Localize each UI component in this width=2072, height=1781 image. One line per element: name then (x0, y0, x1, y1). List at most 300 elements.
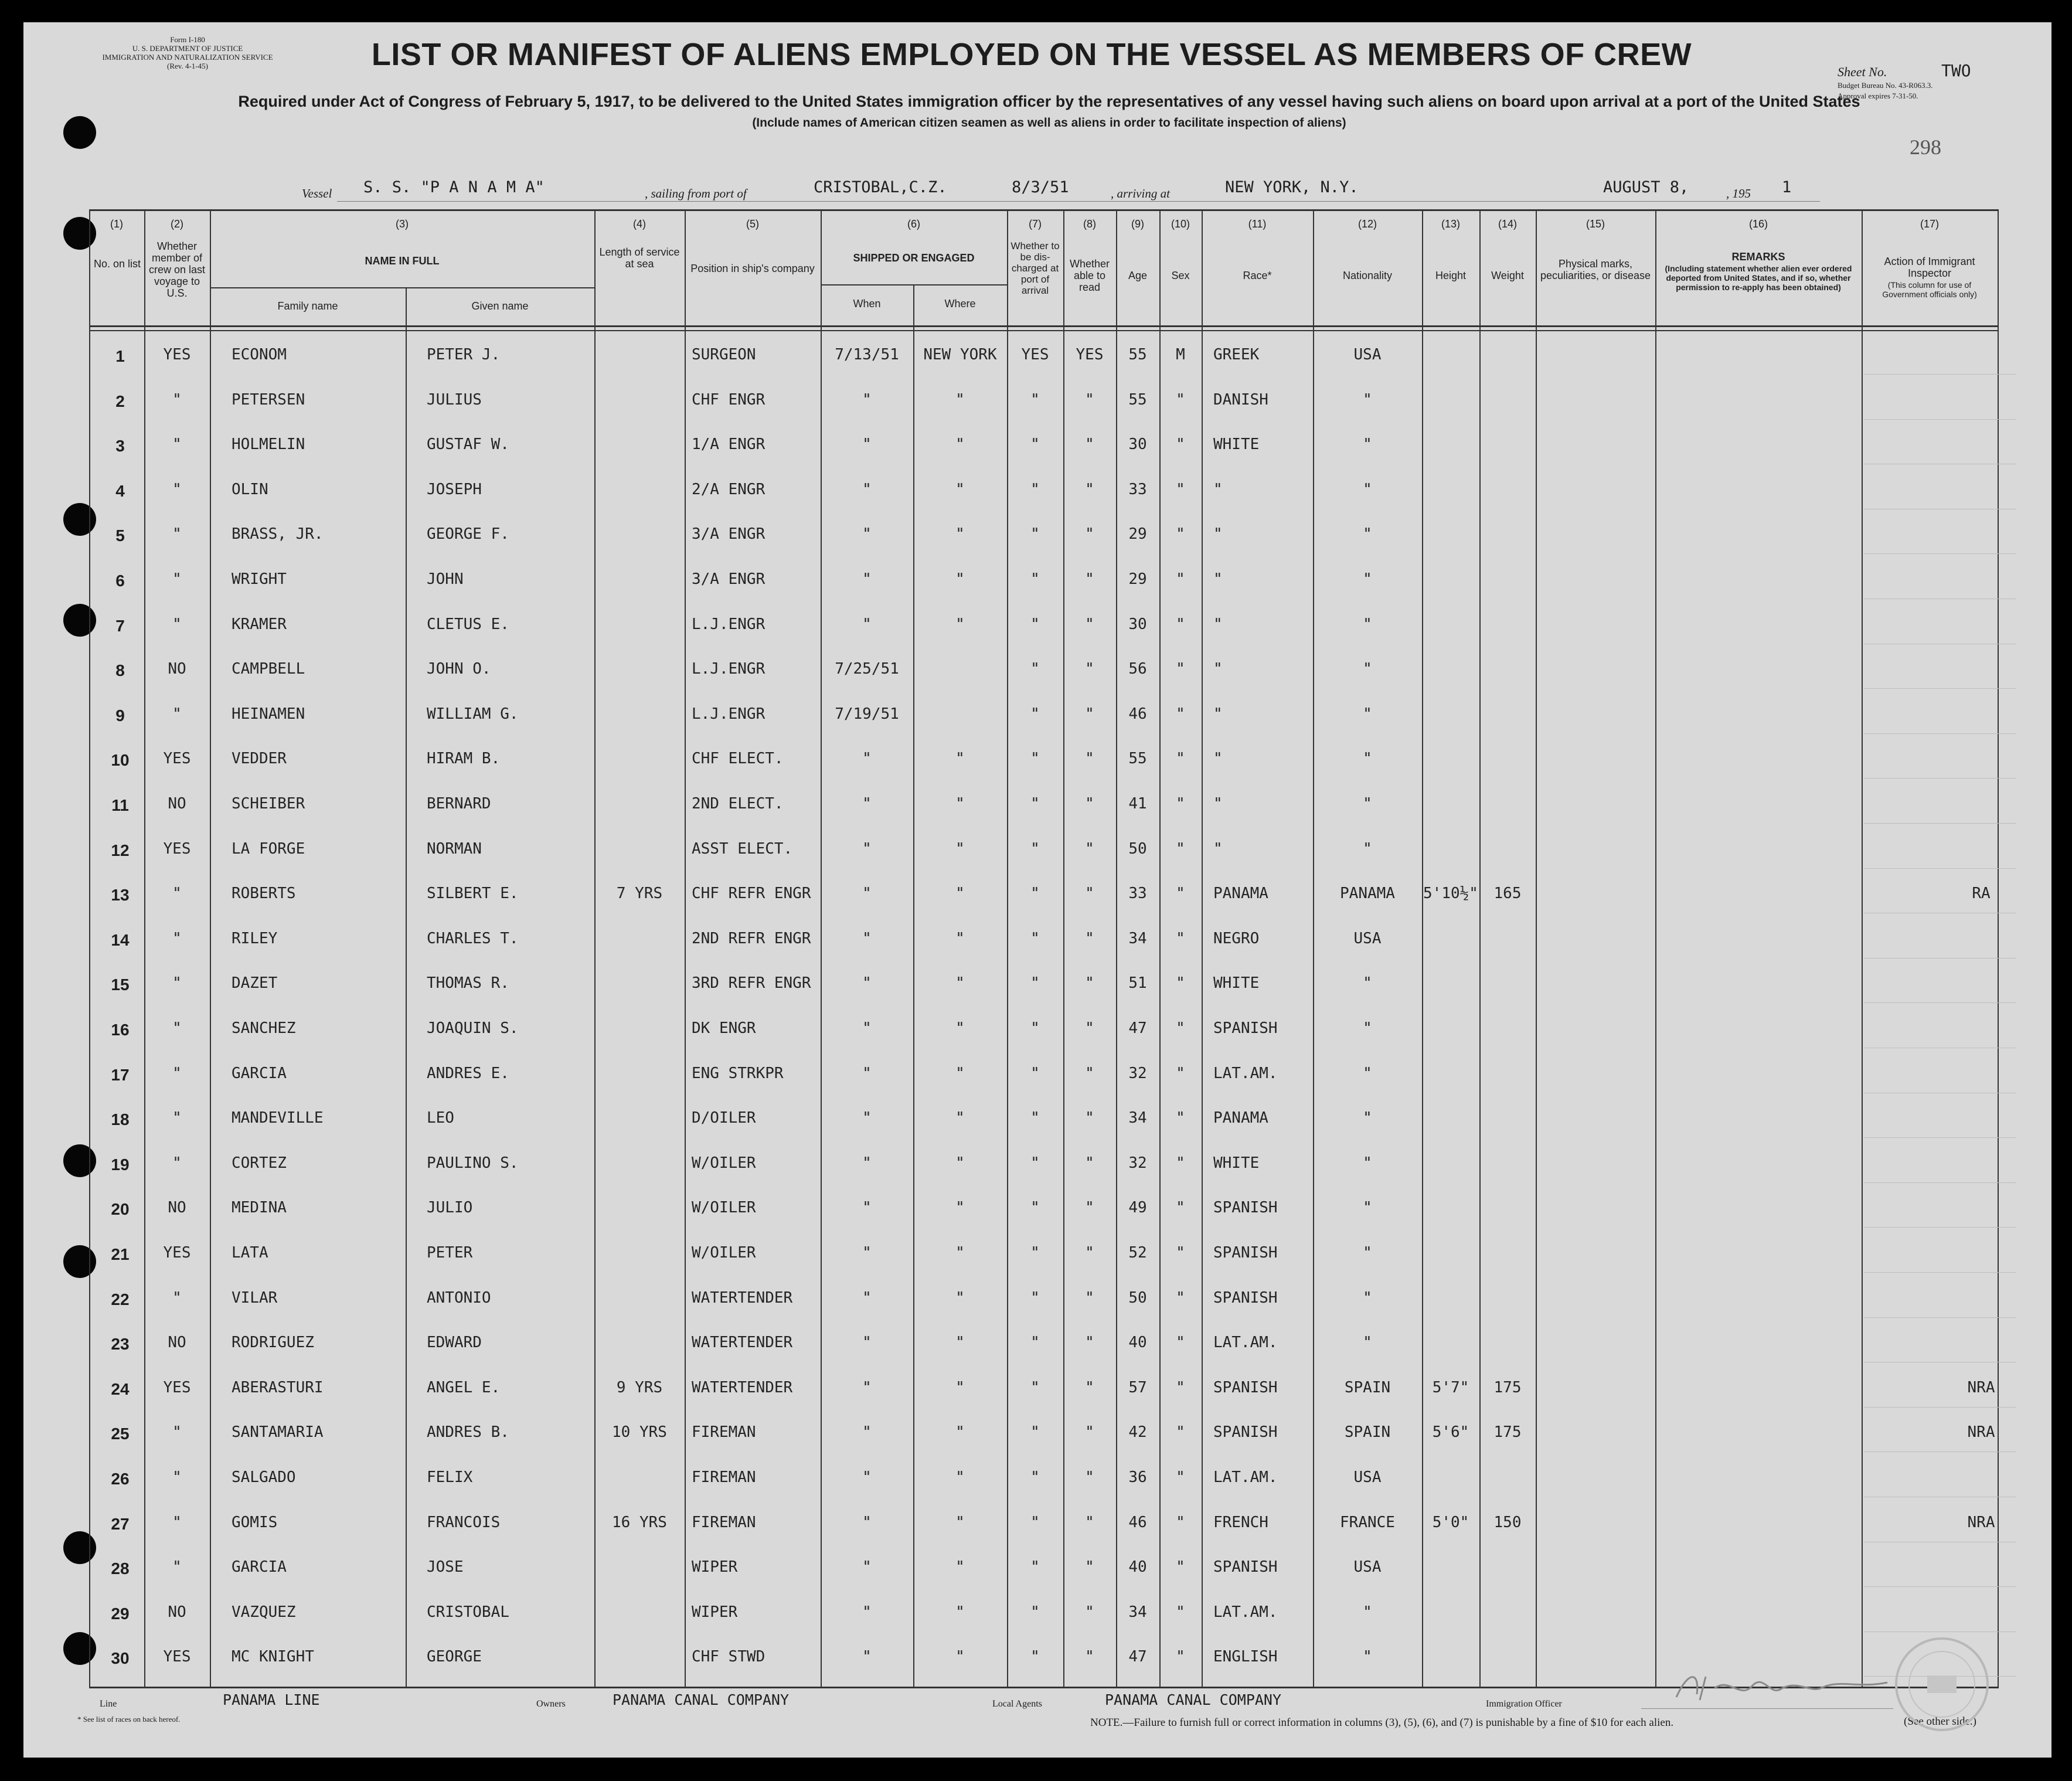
position-cell: FIREMAN (692, 1469, 756, 1486)
given-name-cell: NORMAN (427, 840, 482, 858)
header-able-to-read: Whether able to read (1069, 258, 1110, 293)
line-value: PANAMA LINE (223, 1691, 320, 1708)
last-voyage-cell: " (172, 481, 182, 498)
age-cell: 32 (1128, 1154, 1147, 1172)
family-name-cell: VEDDER (232, 750, 287, 767)
sex-cell: " (1176, 705, 1185, 723)
page-number: 298 (1910, 135, 1941, 159)
race-cell: LAT.AM. (1213, 1334, 1278, 1351)
last-voyage-cell: YES (163, 1379, 191, 1396)
last-voyage-cell: " (172, 930, 182, 947)
row-number: 21 (111, 1245, 130, 1263)
family-name-cell: SANTAMARIA (232, 1423, 324, 1441)
family-name-cell: MC KNIGHT (232, 1648, 314, 1666)
given-name-cell: GUSTAF W. (427, 436, 509, 453)
action-rule (1864, 1317, 2016, 1318)
nationality-cell: " (1363, 1289, 1372, 1307)
able-to-read-cell: " (1085, 1648, 1094, 1666)
able-to-read-cell: " (1085, 1019, 1094, 1037)
col-num-12: (12) (1357, 218, 1377, 230)
able-to-read-cell: " (1085, 795, 1094, 813)
last-voyage-cell: NO (168, 795, 186, 813)
nationality-cell: " (1363, 1154, 1372, 1172)
nationality-cell: USA (1353, 930, 1382, 947)
given-name-cell: ANDRES E. (427, 1065, 509, 1082)
nationality-cell: " (1363, 660, 1372, 678)
shipped-when-cell: " (862, 930, 872, 947)
discharged-cell: " (1030, 1469, 1040, 1486)
shipped-where-cell: " (955, 1109, 965, 1127)
last-voyage-cell: YES (163, 346, 191, 363)
action-rule (1864, 958, 2016, 959)
given-name-cell: ANTONIO (427, 1289, 491, 1307)
sex-cell: " (1176, 974, 1185, 992)
arrival-date: AUGUST 8, (1603, 178, 1689, 196)
sheet-number-label: Sheet No. (1838, 64, 1887, 79)
row-number: 6 (115, 572, 125, 590)
shipped-when-cell: " (862, 1154, 872, 1172)
col-border (685, 209, 686, 1688)
able-to-read-cell: " (1085, 1065, 1094, 1082)
form-revision: (Rev. 4-1-45) (167, 62, 208, 70)
nationality-cell: " (1363, 1065, 1372, 1082)
given-name-cell: CLETUS E. (427, 616, 509, 633)
shipped-when-cell: " (862, 391, 872, 409)
race-cell: DANISH (1213, 391, 1268, 409)
shipped-when-cell: " (862, 1244, 872, 1262)
age-cell: 36 (1128, 1469, 1147, 1486)
sex-cell: " (1176, 930, 1185, 947)
race-cell: NEGRO (1213, 930, 1260, 947)
row-number: 29 (111, 1605, 130, 1623)
row-number: 14 (111, 931, 130, 949)
discharged-cell: " (1030, 1379, 1040, 1396)
row-number: 11 (111, 796, 129, 814)
nationality-cell: SPAIN (1344, 1423, 1391, 1441)
sex-cell: " (1176, 750, 1185, 767)
position-cell: 3/A ENGR (692, 525, 765, 543)
able-to-read-cell: " (1085, 1289, 1094, 1307)
service-length-cell: 7 YRS (616, 885, 663, 902)
shipped-when-cell: " (862, 616, 872, 633)
nationality-cell: " (1363, 750, 1372, 767)
name-subheader-rule (210, 287, 594, 288)
nationality-cell: FRANCE (1340, 1514, 1395, 1531)
position-cell: FIREMAN (692, 1514, 756, 1531)
weight-cell: 175 (1493, 1379, 1522, 1396)
given-name-cell: FELIX (427, 1469, 473, 1486)
given-name-cell: EDWARD (427, 1334, 482, 1351)
age-cell: 47 (1128, 1648, 1147, 1666)
discharged-cell: " (1030, 391, 1040, 409)
shipped-when-cell: " (862, 1289, 872, 1307)
shipped-where-cell: " (955, 885, 965, 902)
action-cell: RA (1972, 885, 1991, 902)
header-nationality: Nationality (1342, 270, 1393, 281)
discharged-cell: " (1030, 1154, 1040, 1172)
last-voyage-cell: " (172, 1065, 182, 1082)
able-to-read-cell: " (1085, 1334, 1094, 1351)
header-bottom-rule (89, 325, 1999, 327)
race-cell: " (1213, 616, 1223, 633)
col-num-4: (4) (633, 218, 646, 230)
row-number: 9 (115, 706, 125, 725)
header-action-sub: (This column for use of Government officials only) (1882, 280, 1977, 299)
header-family-name: Family name (277, 300, 338, 312)
action-cell: NRA (1967, 1379, 1995, 1396)
family-name-cell: MEDINA (232, 1199, 287, 1216)
discharged-cell: " (1030, 1514, 1040, 1531)
race-cell: WHITE (1213, 436, 1260, 453)
sex-cell: " (1176, 795, 1185, 813)
header-where: Where (944, 298, 976, 310)
owners-value: PANAMA CANAL COMPANY (613, 1691, 790, 1708)
family-name-cell: RODRIGUEZ (232, 1334, 314, 1351)
row-number: 30 (111, 1649, 130, 1667)
age-cell: 33 (1128, 885, 1147, 902)
position-cell: CHF REFR ENGR (692, 885, 811, 902)
race-cell: " (1213, 705, 1223, 723)
position-cell: WATERTENDER (692, 1379, 793, 1396)
nationality-cell: " (1363, 1019, 1372, 1037)
discharged-cell: " (1030, 525, 1040, 543)
last-voyage-cell: " (172, 705, 182, 723)
position-cell: 2ND ELECT. (692, 795, 784, 813)
last-voyage-cell: " (172, 1514, 182, 1531)
shipped-where-cell: " (955, 1423, 965, 1441)
given-name-cell: JOAQUIN S. (427, 1019, 519, 1037)
legal-requirement-text: Required under Act of Congress of February 5, 1917, to be delivered to the United States immigration officer by the representatives of any vessel having such aliens on board upon arrival at a port of the United States (238, 93, 1860, 110)
race-cell: SPANISH (1213, 1289, 1278, 1307)
height-cell: 5'0" (1432, 1514, 1469, 1531)
nationality-cell: " (1363, 705, 1372, 723)
nationality-cell: " (1363, 1199, 1372, 1216)
row-number: 25 (111, 1425, 130, 1443)
action-rule (1864, 1227, 2016, 1228)
owners-label: Owners (536, 1699, 566, 1709)
able-to-read-cell: " (1085, 660, 1094, 678)
sex-cell: " (1176, 1199, 1185, 1216)
age-cell: 29 (1128, 570, 1147, 588)
row-number: 8 (115, 661, 125, 679)
nationality-cell: " (1363, 1244, 1372, 1262)
discharged-cell: YES (1021, 346, 1049, 363)
department-name: U. S. DEPARTMENT OF JUSTICE (132, 44, 243, 53)
shipped-when-cell: 7/19/51 (835, 705, 899, 723)
shipped-where-cell: " (955, 570, 965, 588)
position-cell: SURGEON (692, 346, 756, 363)
col-border (1998, 209, 1999, 1688)
position-cell: FIREMAN (692, 1423, 756, 1441)
age-cell: 50 (1128, 1289, 1147, 1307)
table-top-rule (89, 209, 1999, 211)
discharged-cell: " (1030, 570, 1040, 588)
shipped-where-cell: " (955, 1019, 965, 1037)
shipped-where-cell: " (955, 1648, 965, 1666)
race-cell: SPANISH (1213, 1379, 1278, 1396)
header-no-on-list: No. on list (93, 258, 141, 270)
height-cell: 5'7" (1432, 1379, 1469, 1396)
shipped-where-cell: " (955, 750, 965, 767)
family-name-cell: VILAR (232, 1289, 278, 1307)
last-voyage-cell: " (172, 974, 182, 992)
nationality-cell: SPAIN (1344, 1379, 1391, 1396)
able-to-read-cell: " (1085, 930, 1094, 947)
discharged-cell: " (1030, 1423, 1040, 1441)
family-name-cell: MANDEVILLE (232, 1109, 324, 1127)
age-cell: 29 (1128, 525, 1147, 543)
race-cell: LAT.AM. (1213, 1065, 1278, 1082)
officer-signature (1665, 1665, 1899, 1712)
able-to-read-cell: YES (1076, 346, 1104, 363)
vessel-name: S. S. "P A N A M A" (363, 178, 545, 196)
last-voyage-cell: YES (163, 1648, 191, 1666)
row-number: 26 (111, 1470, 130, 1488)
sex-cell: " (1176, 391, 1185, 409)
row-number: 10 (111, 751, 130, 769)
last-voyage-cell: " (172, 1289, 182, 1307)
family-name-cell: ECONOM (232, 346, 287, 363)
nationality-cell: " (1363, 391, 1372, 409)
col-num-11: (11) (1248, 218, 1267, 230)
local-agents-label: Local Agents (992, 1699, 1042, 1709)
col-num-15: (15) (1586, 218, 1605, 230)
shipped-where-cell: " (955, 1289, 965, 1307)
able-to-read-cell: " (1085, 840, 1094, 858)
row-number: 7 (115, 617, 125, 635)
shipped-when-cell: " (862, 1109, 872, 1127)
sex-cell: " (1176, 481, 1185, 498)
given-name-cell: SILBERT E. (427, 885, 519, 902)
position-cell: 1/A ENGR (692, 436, 765, 453)
discharged-cell: " (1030, 974, 1040, 992)
last-voyage-cell: " (172, 1019, 182, 1037)
discharged-cell: " (1030, 1065, 1040, 1082)
race-cell: WHITE (1213, 1154, 1260, 1172)
race-cell: PANAMA (1213, 885, 1268, 902)
sex-cell: " (1176, 1603, 1185, 1621)
position-cell: CHF ENGR (692, 391, 765, 409)
shipped-when-cell: " (862, 1065, 872, 1082)
family-name-cell: RILEY (232, 930, 278, 947)
nationality-cell: " (1363, 1334, 1372, 1351)
discharged-cell: " (1030, 616, 1040, 633)
family-name-cell: OLIN (232, 481, 268, 498)
col-num-2: (2) (171, 218, 183, 230)
family-name-cell: HEINAMEN (232, 705, 305, 723)
shipped-when-cell: " (862, 436, 872, 453)
shipped-where-cell: " (955, 930, 965, 947)
shipped-when-cell: " (862, 1648, 872, 1666)
action-rule (1864, 868, 2016, 869)
nationality-cell: " (1363, 436, 1372, 453)
col-num-17: (17) (1920, 218, 1939, 230)
age-cell: 50 (1128, 840, 1147, 858)
age-cell: 49 (1128, 1199, 1147, 1216)
sex-cell: " (1176, 1379, 1185, 1396)
col-border (594, 209, 596, 1688)
shipped-where-cell: " (955, 436, 965, 453)
last-voyage-cell: " (172, 570, 182, 588)
row-number: 5 (115, 526, 125, 545)
col-num-3: (3) (396, 218, 409, 230)
header-height: Height (1435, 270, 1467, 281)
last-voyage-cell: " (172, 1469, 182, 1486)
given-name-cell: GEORGE F. (427, 525, 509, 543)
header-double-rule (89, 330, 1999, 331)
header-sex: Sex (1171, 270, 1190, 281)
height-cell: 5'10½" (1423, 885, 1478, 902)
discharged-cell: " (1030, 1244, 1040, 1262)
line-label: Line (100, 1699, 117, 1709)
nationality-cell: USA (1353, 346, 1382, 363)
family-name-cell: CORTEZ (232, 1154, 287, 1172)
action-rule (1864, 733, 2016, 734)
col-num-9: (9) (1131, 218, 1144, 230)
row-number: 17 (111, 1066, 130, 1084)
row-number: 20 (111, 1200, 130, 1218)
nationality-cell: USA (1353, 1469, 1382, 1486)
shipped-when-cell: " (862, 1019, 872, 1037)
position-cell: L.J.ENGR (692, 660, 765, 678)
shipped-when-cell: 7/25/51 (835, 660, 899, 678)
age-cell: 51 (1128, 974, 1147, 992)
last-voyage-cell: " (172, 436, 182, 453)
position-cell: ASST ELECT. (692, 840, 793, 858)
discharged-cell: " (1030, 795, 1040, 813)
nationality-cell: " (1363, 481, 1372, 498)
given-name-cell: JULIUS (427, 391, 482, 409)
discharged-cell: " (1030, 750, 1040, 767)
discharged-cell: " (1030, 1648, 1040, 1666)
position-cell: ENG STRKPR (692, 1065, 784, 1082)
race-cell: WHITE (1213, 974, 1260, 992)
able-to-read-cell: " (1085, 1109, 1094, 1127)
header-remarks-sub: (Including statement whether alien ever ordered deported from United States, and if so, whether permission to re-apply has been obtained) (1665, 264, 1852, 292)
able-to-read-cell: " (1085, 1558, 1094, 1576)
age-cell: 30 (1128, 616, 1147, 633)
shipped-when-cell: " (862, 1379, 872, 1396)
header-position: Position in ship's company (690, 263, 815, 274)
age-cell: 34 (1128, 1109, 1147, 1127)
able-to-read-cell: " (1085, 1423, 1094, 1441)
race-cell: GREEK (1213, 346, 1260, 363)
age-cell: 33 (1128, 481, 1147, 498)
sex-cell: " (1176, 1019, 1185, 1037)
given-name-cell: ANDRES B. (427, 1423, 509, 1441)
given-name-cell: HIRAM B. (427, 750, 501, 767)
sex-cell: M (1176, 346, 1185, 363)
last-voyage-cell: NO (168, 660, 186, 678)
service-length-cell: 16 YRS (612, 1514, 667, 1531)
able-to-read-cell: " (1085, 885, 1094, 902)
shipped-when-cell: " (862, 1558, 872, 1576)
header-given-name: Given name (471, 300, 529, 312)
race-cell: " (1213, 660, 1223, 678)
col-num-14: (14) (1498, 218, 1517, 230)
sex-cell: " (1176, 885, 1185, 902)
family-name-cell: GOMIS (232, 1514, 278, 1531)
last-voyage-cell: " (172, 391, 182, 409)
departure-date: 8/3/51 (1012, 178, 1069, 196)
sex-cell: " (1176, 1065, 1185, 1082)
last-voyage-cell: YES (163, 840, 191, 858)
col-num-6: (6) (907, 218, 920, 230)
position-cell: DK ENGR (692, 1019, 756, 1037)
shipped-where-cell: " (955, 525, 965, 543)
age-cell: 40 (1128, 1558, 1147, 1576)
sex-cell: " (1176, 1154, 1185, 1172)
sex-cell: " (1176, 1244, 1185, 1262)
age-cell: 47 (1128, 1019, 1147, 1037)
header-physical-marks: Physical marks, peculiarities, or disease (1540, 258, 1651, 281)
race-cell: SPANISH (1213, 1423, 1278, 1441)
nationality-cell: PANAMA (1340, 885, 1395, 902)
family-name-cell: SCHEIBER (232, 795, 305, 813)
row-number: 16 (111, 1021, 130, 1039)
last-voyage-cell: " (172, 1109, 182, 1127)
action-cell: NRA (1967, 1514, 1995, 1531)
row-number: 19 (111, 1155, 130, 1174)
age-cell: 34 (1128, 930, 1147, 947)
row-number: 27 (111, 1515, 130, 1533)
given-name-cell: PETER J. (427, 346, 501, 363)
year-digit: 1 (1782, 178, 1792, 196)
family-name-cell: CAMPBELL (232, 660, 305, 678)
able-to-read-cell: " (1085, 1154, 1094, 1172)
shipped-when-cell: " (862, 1603, 872, 1621)
age-cell: 46 (1128, 1514, 1147, 1531)
action-rule (1864, 1182, 2016, 1183)
vessel-label: Vessel (302, 186, 332, 200)
race-cell: SPANISH (1213, 1244, 1278, 1262)
position-cell: W/OILER (692, 1154, 756, 1172)
race-cell: SPANISH (1213, 1199, 1278, 1216)
sex-cell: " (1176, 660, 1185, 678)
given-name-cell: JOSE (427, 1558, 464, 1576)
shipped-where-cell: " (955, 795, 965, 813)
race-cell: PANAMA (1213, 1109, 1268, 1127)
race-cell: ENGLISH (1213, 1648, 1278, 1666)
header-race: Race* (1243, 270, 1272, 281)
sex-cell: " (1176, 570, 1185, 588)
row-number: 1 (115, 347, 125, 365)
given-name-cell: JOHN O. (427, 660, 491, 678)
last-voyage-cell: NO (168, 1603, 186, 1621)
able-to-read-cell: " (1085, 570, 1094, 588)
shipped-where-cell: " (955, 1199, 965, 1216)
shipped-when-cell: " (862, 1199, 872, 1216)
age-cell: 56 (1128, 660, 1147, 678)
last-voyage-cell: " (172, 1154, 182, 1172)
discharged-cell: " (1030, 705, 1040, 723)
sex-cell: " (1176, 1558, 1185, 1576)
row-number: 3 (115, 437, 125, 455)
position-cell: W/OILER (692, 1199, 756, 1216)
given-name-cell: BERNARD (427, 795, 491, 813)
position-cell: D/OILER (692, 1109, 756, 1127)
last-voyage-cell: " (172, 1423, 182, 1441)
family-name-cell: GARCIA (232, 1065, 287, 1082)
position-cell: WIPER (692, 1603, 738, 1621)
nationality-cell: USA (1353, 1558, 1382, 1576)
col-num-13: (13) (1441, 218, 1460, 230)
action-rule (1864, 778, 2016, 779)
header-length-service: Length of service at sea (599, 246, 680, 270)
col-num-8: (8) (1083, 218, 1096, 230)
shipped-when-cell: " (862, 570, 872, 588)
race-cell: SPANISH (1213, 1558, 1278, 1576)
